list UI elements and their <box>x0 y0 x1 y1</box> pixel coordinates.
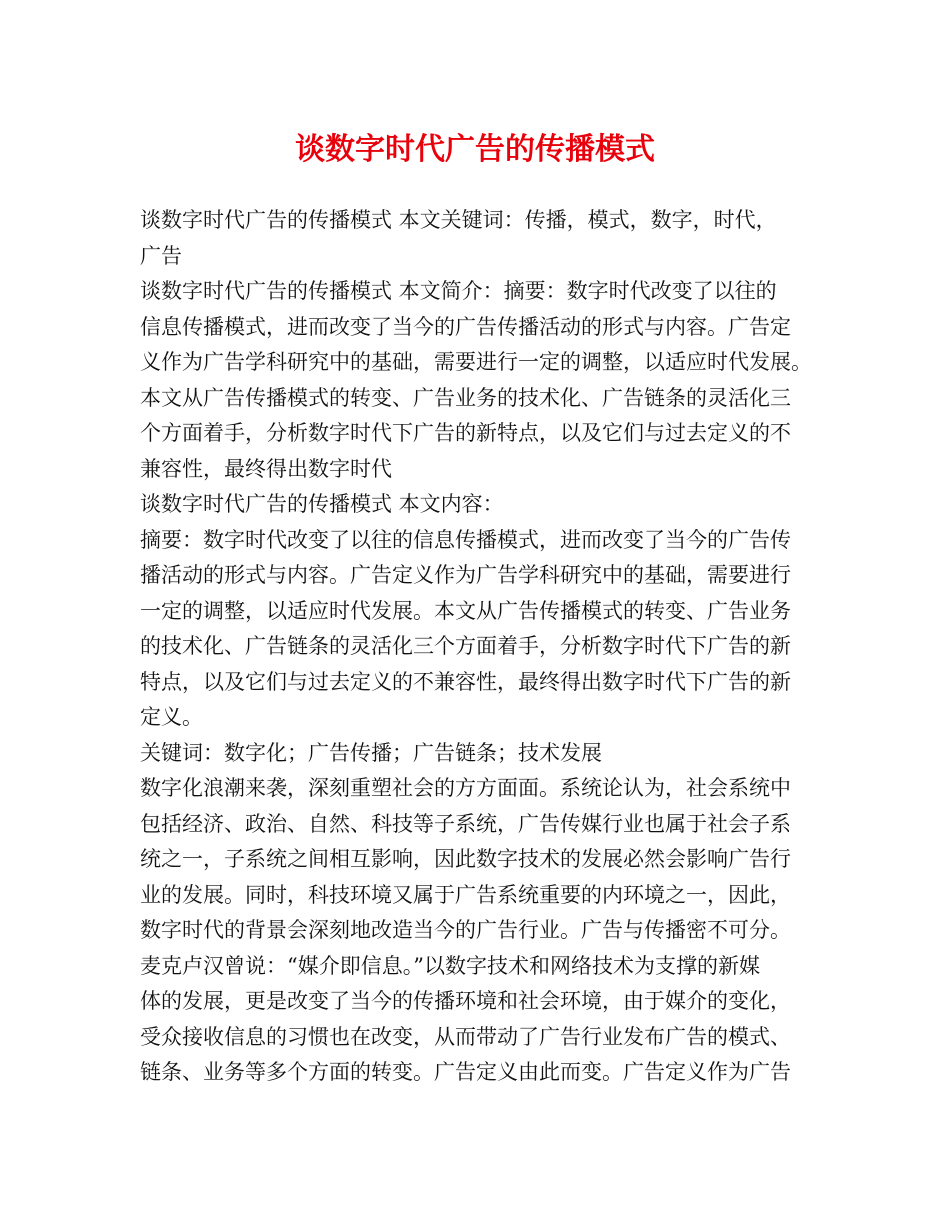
body-line: 谈数字时代广告的传播模式 本文简介：摘要：数字时代改变了以往的 <box>140 279 777 303</box>
body-line: 麦克卢汉曾说：“媒介即信息。”以数字技术和网络技术为支撑的新媒 <box>140 953 760 978</box>
body-line: 兼容性，最终得出数字时代 <box>140 456 392 481</box>
body-line: 数字化浪潮来袭，深刻重塑社会的方方面面。系统论认为，社会系统中 <box>140 776 791 800</box>
body-line: 体的发展，更是改变了当今的传播环境和社会环境，由于媒介的变化， <box>140 989 791 1013</box>
body-line: 业的发展。同时，科技环境又属于广告系统重要的内环境之一，因此， <box>140 882 791 907</box>
body-line: 数字时代的背景会深刻地改造当今的广告行业。广告与传播密不可分。 <box>140 918 791 942</box>
body-line: 义作为广告学科研究中的基础，需要进行一定的调整，以适应时代发展。 <box>140 350 812 374</box>
body-line: 广告 <box>140 243 182 268</box>
body-line: 谈数字时代广告的传播模式 本文关键词：传播，模式，数字，时代， <box>140 208 777 232</box>
body-line: 一定的调整，以适应时代发展。本文从广告传播模式的转变、广告业务 <box>140 598 791 623</box>
body-line: 播活动的形式与内容。广告定义作为广告学科研究中的基础，需要进行 <box>140 563 791 587</box>
body-line: 定义。 <box>140 705 203 729</box>
body-line: 摘要：数字时代改变了以往的信息传播模式，进而改变了当今的广告传 <box>140 527 791 552</box>
body-line: 信息传播模式，进而改变了当今的广告传播活动的形式与内容。广告定 <box>140 314 791 339</box>
body-line: 关键词：数字化；广告传播；广告链条；技术发展 <box>140 740 602 765</box>
document-title: 谈数字时代广告的传播模式 <box>295 132 655 167</box>
body-line: 链条、业务等多个方面的转变。广告定义由此而变。广告定义作为广告 <box>140 1060 791 1084</box>
body-line: 特点，以及它们与过去定义的不兼容性，最终得出数字时代下广告的新 <box>140 669 791 694</box>
body-line: 统之一，子系统之间相互影响，因此数字技术的发展必然会影响广告行 <box>140 847 791 871</box>
body-line: 谈数字时代广告的传播模式 本文内容： <box>140 492 504 516</box>
body-line: 受众接收信息的习惯也在改变，从而带动了广告行业发布广告的模式、 <box>140 1024 791 1049</box>
document-body <box>140 203 820 1091</box>
body-line: 的技术化、广告链条的灵活化三个方面着手，分析数字时代下广告的新 <box>140 634 791 658</box>
body-line: 本文从广告传播模式的转变、广告业务的技术化、广告链条的灵活化三 <box>140 385 791 410</box>
body-line: 包括经济、政治、自然、科技等子系统，广告传媒行业也属于社会子系 <box>140 811 791 836</box>
body-line: 个方面着手，分析数字时代下广告的新特点，以及它们与过去定义的不 <box>140 421 791 445</box>
